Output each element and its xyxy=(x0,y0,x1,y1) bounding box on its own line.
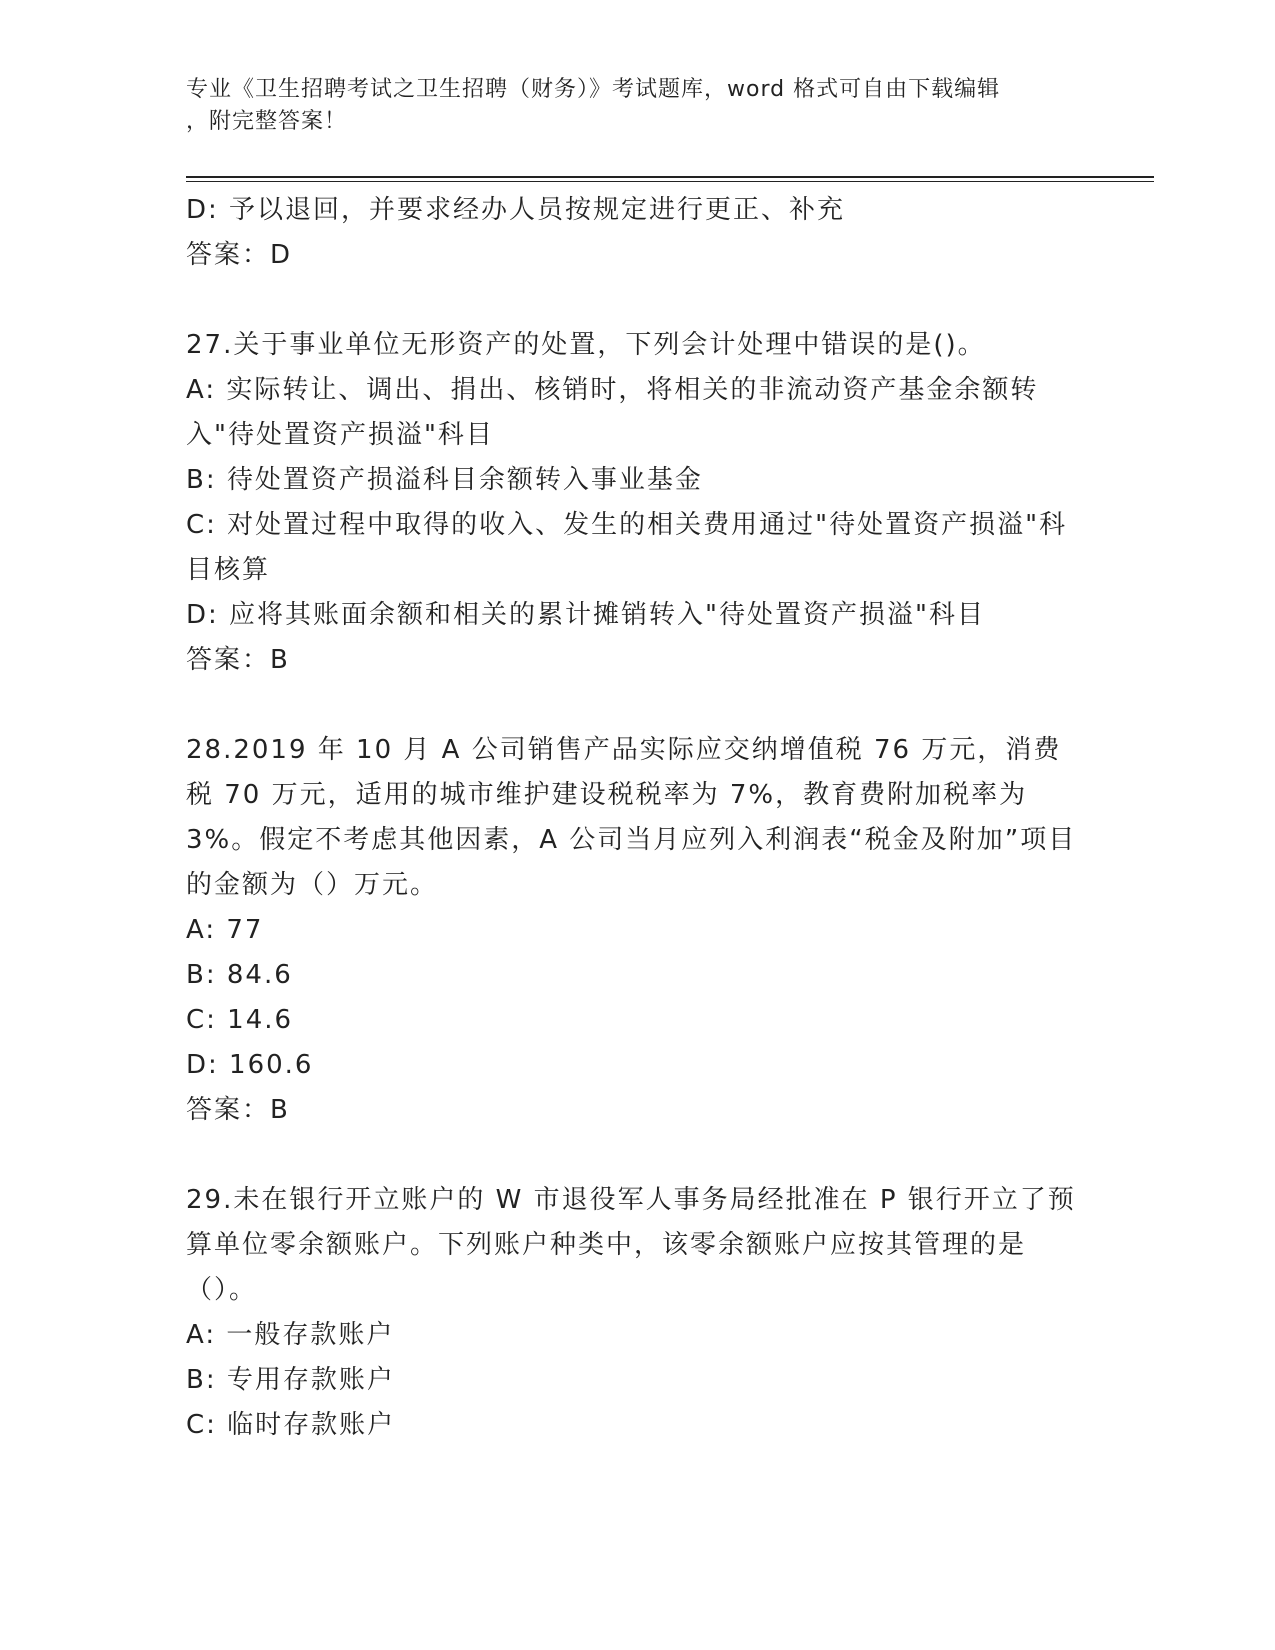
page-header xyxy=(186,74,1086,138)
option-d: D: 应将其账面余额和相关的累计摊销转入"待处置资产损溢"科目 xyxy=(186,600,985,630)
question-stem: 27.关于事业单位无形资产的处置，下列会计处理中错误的是()。 xyxy=(186,330,986,360)
answer: 答案：D xyxy=(186,240,293,270)
document-body xyxy=(186,188,1086,1448)
option-a: A: 一般存款账户 xyxy=(186,1320,395,1350)
answer: 答案：B xyxy=(186,645,290,675)
option-c: C: 14.6 xyxy=(186,1005,294,1035)
option-a: A: 77 xyxy=(186,915,264,945)
option-a: A: 实际转让、调出、捐出、核销时，将相关的非流动资产基金余额转入"待处置资产损溢"科目 xyxy=(186,375,1039,450)
option-b: B: 待处置资产损溢科目余额转入事业基金 xyxy=(186,465,703,495)
question-26-tail xyxy=(186,188,1086,278)
question-27 xyxy=(186,323,1086,683)
header-divider xyxy=(186,176,1154,178)
question-stem: 28.2019 年 10 月 A 公司销售产品实际应交纳增值税 76 万元，消费税 70 万元，适用的城市维护建设税税率为 7%，教育费附加税率为 3%。假定不考虑其他因素，A 公司当月应列入利润表“税金及附加”项目的金额为（）万元。 xyxy=(186,735,1077,900)
option-c: C: 临时存款账户 xyxy=(186,1410,396,1440)
answer: 答案：B xyxy=(186,1095,290,1125)
question-stem: 29.未在银行开立账户的 W 市退役军人事务局经批准在 P 银行开立了预算单位零余额账户。下列账户种类中，该零余额账户应按其管理的是（）。 xyxy=(186,1185,1076,1305)
header-line-2: ，附完整答案！ xyxy=(186,109,348,134)
header-line-1: 专业《卫生招聘考试之卫生招聘（财务）》考试题库，word 格式可自由下载编辑 xyxy=(186,77,1001,102)
option-b: B: 84.6 xyxy=(186,960,293,990)
option-d: D: 160.6 xyxy=(186,1050,314,1080)
option-c: C: 对处置过程中取得的收入、发生的相关费用通过"待处置资产损溢"科目核算 xyxy=(186,510,1068,585)
question-28 xyxy=(186,728,1086,1133)
option-d: D: 予以退回，并要求经办人员按规定进行更正、补充 xyxy=(186,195,846,225)
question-29 xyxy=(186,1178,1086,1448)
header-divider-thin xyxy=(186,181,1154,182)
option-b: B: 专用存款账户 xyxy=(186,1365,395,1395)
